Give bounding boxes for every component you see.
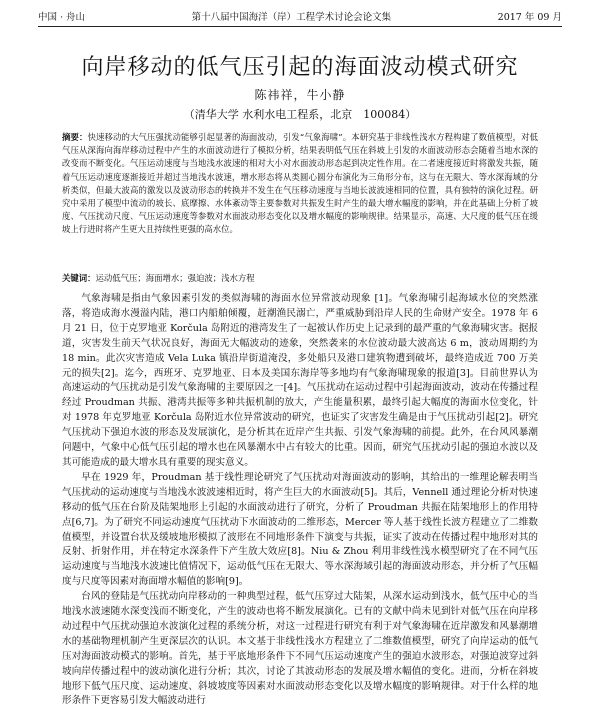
abstract-label: 摘要： xyxy=(62,132,88,142)
paragraph-intro: 气象海啸是指由气象因素引发的类似海啸的海面水位异常波动现象 [1]。气象海啸引起海域水位的突然涨落，将造成海水漫溢内陆，港口内船舶倾覆，赶潮渔民溺亡，严重威胁到沿岸人民的生命财产安全。1978 年 6 月 21 日，位于克罗地亚 Korčula 岛附近的港湾发生了一起被认作历史上记录到的最严重的气象海啸灾害。据报道，灾害发生前天气状况良好，海面无大幅波动的迹象，突然袭来的水位波动最大波高达 6 m，波动周期约为 18 min。此次灾害造成 Vela Luka 镇沿岸街道淹没，多处船只及港口建筑物遭到破坏，最终造成近 700 万美元的损失[2]。迄今，西班牙、克罗地亚、日本及美国东海岸等多地均有气象海啸现象的报道[3]。目前世界认为高速运动的气压扰动是引发气象海啸的主要原因之一[4]。气压扰动在运动过程中引起海面波动，波动在传播过程经过 Proudman 共振、港湾共振等多种共振机制的放大，产生能量积累，最终引起大幅度的海面水位变化，针对 1978 年克罗地亚 Korčula 岛附近水位异常波动的研究，也证实了灾害发生确是由于气压扰动引起[2]。研究气压扰动下强迫水波的形态及发展演化，是分析其在近岸产生共振、引发气象海啸的前提。此外，在台风风暴潮问题中，气象中心低气压引起的增水也在风暴潮水中占有较大的比重。因而，研究气压扰动引起的强迫水波以及其可能造成的最大增水具有重要的现实意义。 xyxy=(62,293,538,468)
keywords xyxy=(62,272,538,284)
body-text xyxy=(62,292,538,709)
paper-affiliation: （清华大学 水利水电工程系，北京 100084） xyxy=(183,108,417,121)
header-date: 2017 年 09 月 xyxy=(497,12,562,23)
paragraph-study-scope: 台风的登陆是气压扰动向岸移动的一种典型过程，低气压穿过大陆架，从深水运动到浅水，低气压中心的当地浅水波速随水深变浅而不断变化，产生的波动也将不断发展演化。已有的文献中尚未见到针对低气压在向岸移动过程中气压扰动强迫水波演化过程的系统分析，对这一过程进行研究有利于对气象海啸在近岸激发和风暴潮增水的基础物理机制产生更深层次的认识。本文基于非线性浅水方程建立了二维数值模型，研究了向岸运动的低气压对海面波动模式的影响。首先，基于平底地形条件下不同气压运动速度产生的强迫水波形态，对强迫波穿过斜坡向岸传播过程中的波动演化进行分析；其次，讨论了其波动形态的发展及增水幅值的变化。进而，分析在斜坡地形下低气压尺度、运动速度、斜坡坡度等因素对水面波动形态变化以及增水幅度的影响规律。对于什么样的地形条件下更容易引发大幅波动进行 xyxy=(62,591,538,707)
running-header xyxy=(38,8,562,24)
paper-title: 向岸移动的低气压引起的海面波动模式研究 xyxy=(81,55,519,80)
paper-authors: 陈祎祥，牛小静 xyxy=(254,88,346,102)
abstract xyxy=(62,131,538,237)
header-rule xyxy=(38,26,562,27)
keywords-text: 运动低气压；海面增水；强迫波；浅水方程 xyxy=(95,273,255,283)
paragraph-literature: 早在 1929 年，Proudman 基于线性理论研究了气压扰动对海面波动的影响，其给出的一维理论解表明当气压扰动的运动速度与当地浅水波波速相近时，将产生巨大的水面波动[5]。其后，Vennell 通过理论分析对快速移动的低气压在台阶及陆架地形上引起的水面波动进行了研究，分析了 Proudman 共振在陆架地形上的作用特点[6,7]。为了研究不同运动速度气压扰动下水面波动的二维形态，Mercer 等人基于线性长波方程建立了二维数值模型，并设置台状及缓坡地形模拟了波形在不同地形条件下演变与共振，证实了波动在传播过程中地形对其的反射、折射作用，并在特定水深条件下产生放大效应[8]。Niu & Zhou 利用非线性浅水模型研究了在不同气压运动速度与当地浅水波速比值情况下，运动低气压在无限大、等水深海域引起的海面波动形态，并分析了气压幅度与尺度等因素对海面增水幅值的影响[9]。 xyxy=(62,471,538,588)
header-location: 中国 · 舟山 xyxy=(38,12,86,23)
abstract-text: 快速移动的大气压强扰动能够引起显著的海面波动，引发“气象海啸”。本研究基于非线性浅水方程构建了数值模型，对低气压从深海向海岸移动过程中产生的水面波动进行了模拟分析，结果表明低气压在斜坡上引发的水面波动形态会随着当地水深的改变而不断变化。气压运动速度与当地浅水波速的相对大小对水面波动形态起到决定性作用。在二者速度接近时将激发共振，随着气压运动速度逐渐接近并超过当地浅水波速，增水形态将从类圆心圆分布演化为三角形分布，这与在无限大、等水深海域的分析类似，但最大波高的激发以及波动形态的转换并不发生在气压移动速度与当地长波波速相同的位置，具有独特的演化过程。研究中采用了模型中流动的坡长、底摩擦、水体紊动等主要参数对共振发生时产生的最大增水幅度的影响，并在此基础上分析了坡度、气压扰动尺度、气压运动速度等参数对水面波动形态变化以及增水幅度的影响规律。结果显示，高速、大尺度的低气压在缓坡上行进时将产生更大且持续性更强的高水位。 xyxy=(62,132,539,235)
header-proceedings: 第十八届中国海洋（岸）工程学术讨论会论文集 xyxy=(191,12,392,23)
keywords-label: 关键词： xyxy=(62,273,96,283)
